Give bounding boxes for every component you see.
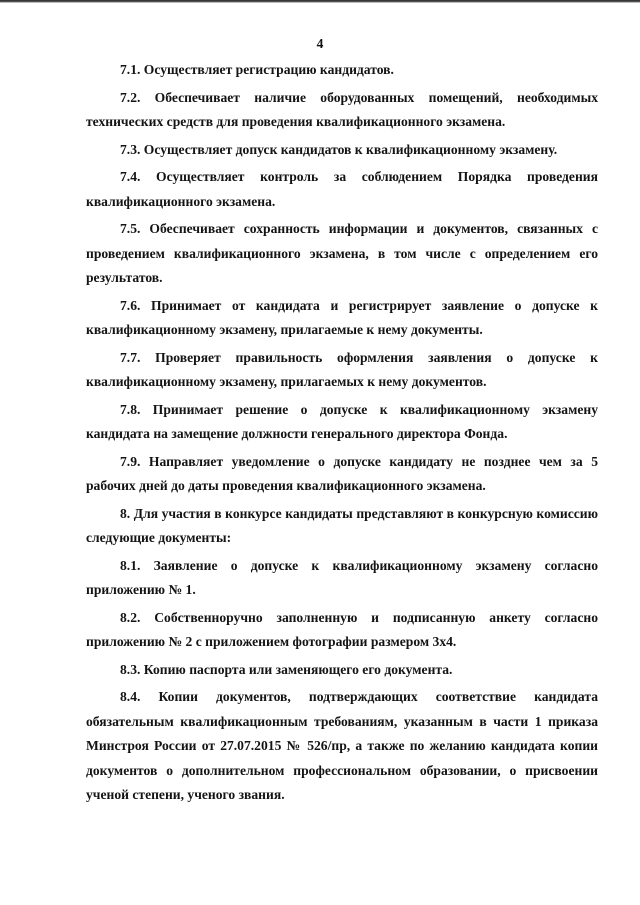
document-body <box>86 58 598 811</box>
paragraph-7-3: 7.3. Осуществляет допуск кандидатов к квалификационному экзамену. <box>120 141 558 157</box>
paragraph-8: 8. Для участия в конкурсе кандидаты представляют в конкурсную комиссию следующие документы: <box>86 505 598 545</box>
paragraph-7-1: 7.1. Осуществляет регистрацию кандидатов. <box>120 62 394 77</box>
scan-edge-shadow <box>0 0 640 3</box>
paragraph-7-9: 7.9. Направляет уведомление о допуске кандидату не позднее чем за 5 рабочих дней до даты проведения квалификационного экзамена. <box>86 453 598 493</box>
paragraph-8-2: 8.2. Собственноручно заполненную и подписанную анкету согласно приложению № 2 с приложением фотографии размером 3х4. <box>86 609 598 649</box>
paragraph-7-4: 7.4. Осуществляет контроль за соблюдением Порядка проведения квалификационного экзамена. <box>86 169 598 209</box>
paragraph-7-2: 7.2. Обеспечивает наличие оборудованных помещений, необходимых технических средств для проведения квалификационного экзамена. <box>86 89 598 129</box>
paragraph-8-3: 8.3. Копию паспорта или заменяющего его документа. <box>120 661 453 677</box>
paragraph-7-7: 7.7. Проверяет правильность оформления заявления о допуске к квалификационному экзамену, прилагаемых к нему документов. <box>86 349 598 389</box>
paragraph-8-4: 8.4. Копии документов, подтверждающих соответствие кандидата обязательным квалификационным требованиям, указанным в части 1 приказа Минстроя России от 27.07.2015 № 526/пр, а также по желанию кандидата копии документов о дополнительном профессиональном образовании, о присвоении ученой степени, ученого звания. <box>86 689 598 802</box>
paragraph-8-1: 8.1. Заявление о допуске к квалификационному экзамену согласно приложению № 1. <box>86 557 598 597</box>
paragraph-7-6: 7.6. Принимает от кандидата и регистрирует заявление о допуске к квалификационному экзамену, прилагаемые к нему документы. <box>86 297 598 337</box>
page-number: 4 <box>316 36 324 51</box>
paragraph-7-5: 7.5. Обеспечивает сохранность информации и документов, связанных с проведением квалификационного экзамена, в том числе с определением его результатов. <box>86 221 598 285</box>
paragraph-7-8: 7.8. Принимает решение о допуске к квалификационному экзамену кандидата на замещение должности генерального директора Фонда. <box>86 401 598 441</box>
